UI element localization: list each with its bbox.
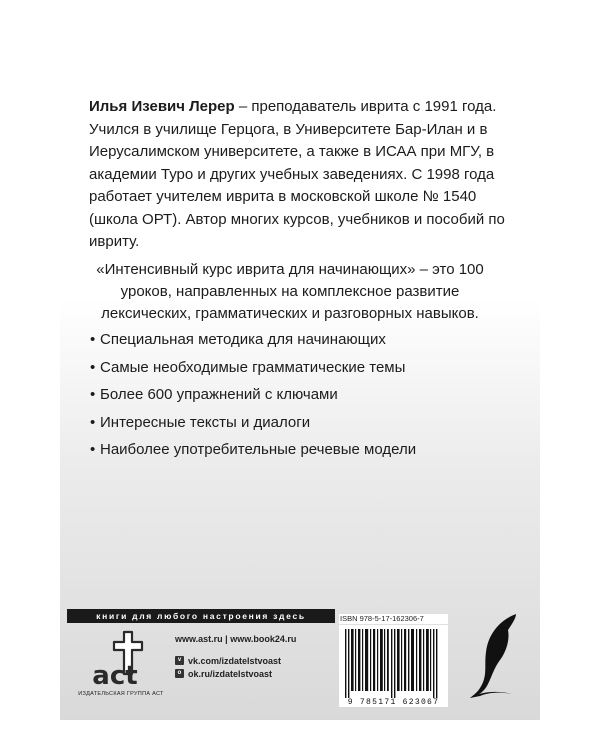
ok-link-text: ok.ru/izdatelstvoast [188,668,273,679]
feature-text: Наиболее употребительные речевые модели [100,441,417,458]
logo-text: act [92,661,138,691]
vk-icon: v [175,656,184,665]
vk-link-text: vk.com/izdatelstvoast [188,655,282,666]
isbn-block [339,614,448,708]
ast-logo-icon [78,630,160,698]
isbn-label: ISBN 978-5-17-162306-7 [339,614,448,624]
bullet: • [90,413,96,431]
bullet: • [90,441,96,458]
publisher-tagline: книги для любого настроения здесь [67,609,335,623]
feature-item [90,385,530,413]
feature-item [90,330,530,358]
feature-text: Самые необходимые грамматические темы [100,358,406,376]
bullet: • [90,358,96,376]
feature-item [90,440,530,468]
barcode-icon [339,625,448,699]
publisher-links [175,634,335,680]
feature-item [90,413,530,441]
vk-link[interactable] [175,654,335,667]
bullet: • [90,386,96,403]
publisher-websites[interactable]: www.ast.ru | www.book24.ru [175,634,297,644]
feature-text: Интересные тексты и диалоги [100,413,311,431]
bullet: • [90,331,96,348]
quill-icon [466,610,524,700]
author-name: Илья Изевич Лерер [89,98,235,115]
feature-list [90,330,530,468]
feature-text: Специальная методика для начинающих [100,331,386,348]
author-bio [89,96,529,254]
publisher-group-name: ИЗДАТЕЛЬСКАЯ ГРУППА АСТ [78,691,164,697]
course-summary: «Интенсивный курс иврита для начинающих» – это 100 уроков, направленных на комплексное развитие лексических, грамматических и разговорных навыков. [96,261,484,322]
author-bio-text: – преподаватель иврита с 1991 года. Учился в училище Герцога, в Университете Бар-Илан и в Иерусалимском университете, а также в ИСАА при МГУ, в академии Туро и других учебных заведениях. С 1998 года работает учителем иврита в московской школе № 1540 (школа ОРТ). Автор многих курсов, учебников и пособий по ивриту. [89,98,505,250]
feature-item [90,358,530,386]
ok-icon: o [175,669,184,678]
ok-link[interactable] [175,667,335,680]
barcode-digits: 9 785171 623067 [339,698,448,707]
feature-text: Более 600 упражнений с ключами [100,386,338,403]
